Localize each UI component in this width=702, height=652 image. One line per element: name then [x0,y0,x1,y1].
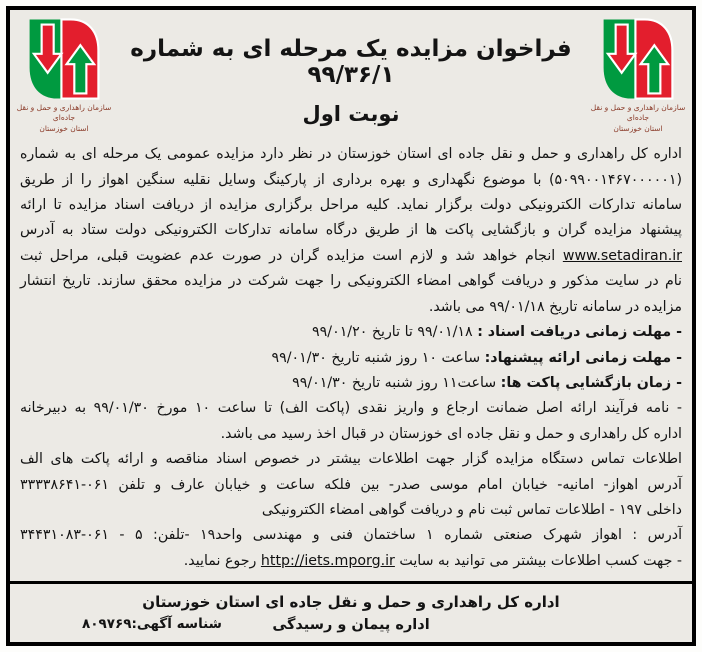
body-line: اداره کل راهداری و حمل و نقل جاده ای خوزستان در قبال اخذ رسید می باشد. [220,425,682,442]
page-title: فراخوان مزایده یک مرحله ای به شماره ۹۹/۳۶/۱ [130,36,572,88]
iets-link[interactable]: http://iets.mporg.ir [260,552,395,569]
address-phone-line: آدرس اهواز- امانیه- خیابان امام موسی صدر- بین فلکه ساعت و خیابان عارف و تلفن ۰۶۱-۳۳۳۳۸۶۴۱ [20,476,682,493]
footer [10,581,692,642]
more-info-line [20,549,682,574]
body-line: نام در سایت مذکور و دریافت گواهی امضاء الکترونیکی را جهت شرکت در مزایده محقق سازند. تاریخ انتشار [20,273,682,290]
deadline-proposal-line [20,346,682,371]
logo-caption-org: سازمان راهداری و حمل و نقل جاده‌ای [590,103,686,122]
road-org-logo-icon [595,16,681,102]
ad-id [82,616,222,632]
body-line-setadiran [20,244,682,269]
setadiran-link[interactable]: www.setadiran.ir [562,247,682,264]
envelope-opening-label: - زمان بازگشایی پاکت ها: [500,374,682,391]
issuing-office-line2: اداره پیمان و رسیدگی [272,617,430,633]
ad-frame [6,6,696,646]
deadline-documents-value: ۹۹/۰۱/۱۸ تا تاریخ ۹۹/۰۱/۲۰ [312,324,478,341]
deadline-proposal-label: - مهلت زمانی ارائه پیشنهاد: [484,349,682,366]
road-org-logo-icon [21,16,107,102]
ad-id-label: شناسه آگهی: [131,616,222,632]
body-line-text: انجام خواهد شد و لازم است مزایده گران در صورت عدم عضویت قبلی، مراحل ثبت [20,247,563,264]
org-logo-right [590,16,686,133]
announcement-body [10,133,692,574]
deadline-documents-label: - مهلت زمانی دریافت اسناد : [477,324,682,341]
deadline-documents-line [20,320,682,345]
body-line: سامانه تدارکات الکترونیکی دولت برگزار نماید. کلیه مراحل برگزاری مزایده از دریافت اسناد مزایده تا ارائه [20,197,682,214]
header [10,10,692,133]
guarantee-line: - نامه فرآیند ارائه اصل ضمانت ارجاع و واریز نقدی (پاکت الف) تا ساعت ۱۰ مورخ ۹۹/۰۱/۳۰ به دبیرخانه [20,400,682,417]
body-line-tender-number: (۵۰۹۹۰۰۱۴۶۷۰۰۰۰۰۱) با موضوع نگهداری و بهره برداری از پارکینگ وسایل نقلیه سنگین اهواز را از طریق [20,171,682,188]
logo-caption-province: استان خوزستان [613,123,663,133]
ad-id-value: ۸۰۹۷۶۹ [82,616,132,632]
body-line: پیشنهاد مزایده گران و بازگشایی پاکت ها از طریق درگاه سامانه تدارکات الکترونیکی دولت ستاد به آدرس [20,222,682,239]
second-address-line: آدرس : اهواز شهرک صنعتی شماره ۱ ساختمان فنی و مهندسی واحد۱۹ -تلفن: ۵ - ۰۶۱-۳۴۴۳۱۰۸۳ [20,527,683,544]
logo-caption-province: استان خوزستان [39,123,89,133]
page-subtitle: نوبت اول [302,102,400,126]
logo-caption-org: سازمان راهداری و حمل و نقل جاده‌ای [16,103,112,122]
deadline-proposal-value: ساعت ۱۰ روز شنبه تاریخ ۹۹/۰۱/۳۰ [271,349,485,366]
more-info-pre: - جهت کسب اطلاعات بیشتر می توانید به سایت [394,552,682,569]
title-block [112,16,590,126]
extension-line: داخلی ۱۹۷ - اطلاعات تماس ثبت نام و دریافت گواهی امضاء الکترونیکی [261,501,682,518]
org-logo-left [16,16,112,133]
envelope-opening-value: ساعت۱۱ روز شنبه تاریخ ۹۹/۰۱/۳۰ [292,374,501,391]
issuing-office-line1: اداره کل راهداری و حمل و نقل جاده ای استان خوزستان [142,593,560,611]
body-line-intro: اداره کل راهداری و حمل و نقل جاده ای استان خوزستان در نظر دارد مزایده عمومی یک مرحله ای به شماره [20,146,682,163]
publish-date-line: مزایده در سامانه تاریخ ۹۹/۰۱/۱۸ می باشد. [428,298,682,315]
envelope-opening-line [20,371,682,396]
contact-info-line: اطلاعات تماس دستگاه مزایده گزار جهت اطلاعات بیشتر در خصوص اسناد مناقصه و ارائه پاکت های الف [20,451,682,468]
more-info-post: رجوع نمایید. [183,552,261,569]
